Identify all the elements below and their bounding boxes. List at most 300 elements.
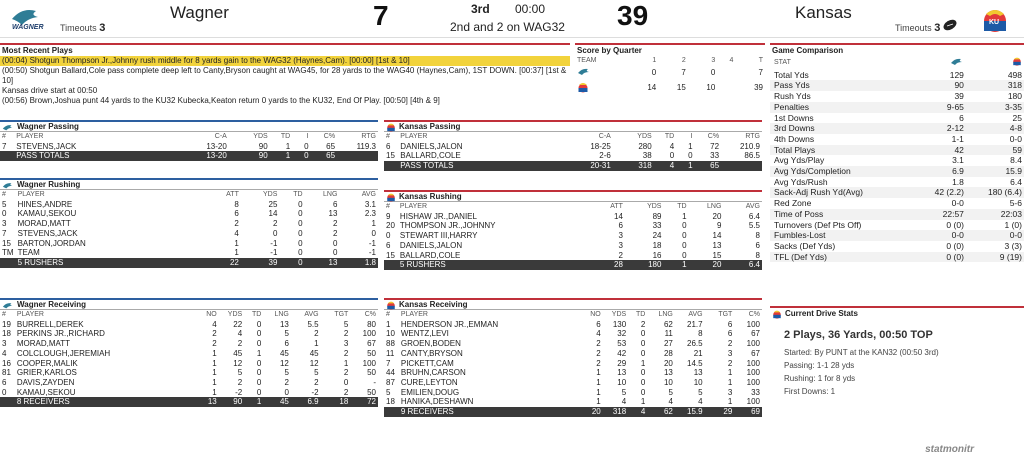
stat-value: 9 (19)	[966, 252, 1024, 263]
wagner-logo-icon	[2, 181, 14, 189]
cell: 20	[579, 407, 602, 417]
column-header: TGT	[334, 311, 349, 318]
drive-summary: 2 Plays, 36 Yards, 00:50 TOP	[784, 329, 933, 341]
cell: 5.5	[748, 221, 760, 231]
table-row	[384, 221, 762, 231]
cell: 0	[298, 238, 303, 248]
score-by-quarter-title: Score by Quarter	[577, 46, 642, 55]
column-header: TD	[677, 203, 687, 210]
cell: 33	[751, 387, 760, 397]
stat-value: 0-0	[966, 230, 1024, 241]
cell: 100	[746, 397, 760, 407]
cell: 13	[663, 368, 673, 378]
team-logo-cell	[575, 66, 629, 81]
column-header: AVG	[304, 311, 319, 318]
cell: 65	[326, 141, 336, 151]
cell: 8	[698, 329, 703, 339]
cell: 0	[332, 238, 338, 248]
cell: 0	[284, 387, 289, 397]
cell: 0	[256, 368, 262, 378]
cell: 6	[727, 329, 733, 339]
cell: 0	[256, 339, 262, 349]
cell: 1	[371, 219, 376, 229]
cell: 3.1	[364, 199, 376, 209]
cell: EMILIEN,DOUG	[400, 387, 460, 397]
cell: 1	[727, 368, 733, 378]
cell: 1	[596, 368, 601, 378]
q-score	[717, 81, 735, 96]
cell: 2	[272, 219, 278, 229]
cell: 1	[640, 358, 646, 368]
cell: 9	[386, 211, 391, 221]
totals-row	[0, 151, 378, 161]
cell: 0	[304, 141, 309, 151]
cell: 180	[625, 260, 664, 270]
table-row	[0, 320, 378, 330]
cell: 16	[652, 250, 662, 260]
table-row	[0, 200, 378, 210]
column-header: C%	[323, 133, 336, 140]
cell: 80	[367, 319, 376, 329]
stat-value: 22:57	[915, 209, 966, 220]
cell: 4	[621, 397, 627, 407]
cell	[0, 151, 14, 161]
stat-value: 22:03	[966, 209, 1024, 220]
cell: 14.5	[687, 358, 703, 368]
column-header: PLAYER	[400, 133, 428, 140]
cell: 1	[212, 377, 217, 387]
cell: 20	[712, 211, 722, 221]
cell: 9	[716, 221, 722, 231]
cell: 12	[279, 358, 289, 368]
cell: 1	[256, 348, 262, 358]
cell: GRIER,KARLOS	[16, 368, 77, 378]
cell: 1	[212, 387, 217, 397]
q-score: 10	[706, 83, 716, 93]
column-header: TD	[251, 311, 262, 318]
cell: 2	[332, 228, 338, 238]
wag-rec-panel	[0, 298, 378, 440]
cell: 6.4	[748, 211, 760, 221]
cell: 0	[343, 377, 349, 387]
stat-value: 0 (0)	[915, 252, 966, 263]
column-header: #	[386, 133, 390, 140]
cell: GROEN,BODEN	[400, 339, 461, 349]
quarter: 3rd	[471, 2, 490, 16]
cell: 5 RUSHERS	[398, 260, 587, 270]
cell: DANIELS,JALON	[400, 141, 463, 151]
stat-label: Time of Poss	[770, 209, 915, 220]
stat-value: 0-0	[1009, 133, 1022, 144]
cell: BALLARD,COLE	[399, 250, 461, 260]
stat-value: 3-35	[966, 102, 1024, 113]
stat-value: 3 (3)	[1004, 240, 1022, 251]
cell: 7	[386, 358, 391, 368]
column-header: PLAYER	[17, 191, 45, 198]
stat-value: 1-1	[951, 133, 964, 144]
svg-text:KU: KU	[989, 19, 1000, 26]
home-score: 39	[617, 0, 649, 31]
comparison-row	[770, 177, 1024, 188]
comparison-row	[770, 220, 1024, 231]
cell: 12	[233, 358, 243, 368]
cell: 1	[596, 387, 601, 397]
column-header: PLAYER	[399, 203, 428, 210]
cell: 45	[263, 397, 291, 407]
column-header: PLAYER	[16, 311, 44, 318]
column-header: I	[306, 133, 309, 140]
cell: 13	[195, 397, 218, 407]
kansas-logo-icon	[772, 309, 782, 319]
cell: 1	[640, 397, 646, 407]
cell: 100	[746, 319, 760, 329]
stat-label: 1st Downs	[774, 112, 814, 123]
cell: 2	[618, 250, 623, 260]
cell: 26.5	[687, 339, 703, 349]
cell: 4	[237, 329, 243, 339]
cell: 0	[640, 348, 646, 358]
cell: 0	[256, 319, 262, 329]
q-total: 39	[754, 83, 763, 93]
cell: 1	[234, 248, 239, 258]
table-row	[384, 241, 762, 251]
cell: 5	[668, 387, 673, 397]
cell: 18	[2, 329, 11, 339]
cell: 1	[727, 397, 733, 407]
column-header: AVG	[361, 191, 376, 198]
cell: 18	[652, 240, 662, 250]
cell: PICKETT,CAM	[400, 358, 454, 368]
wag-pass-title: Wagner Passing	[0, 120, 378, 132]
quarter-table	[575, 56, 765, 96]
table-row	[0, 239, 378, 249]
drive-first-downs: First Downs: 1	[784, 387, 836, 396]
table-row	[384, 251, 762, 261]
cell: 8	[755, 231, 760, 241]
wagner-logo-icon	[2, 123, 14, 131]
stat-value: 42	[915, 145, 966, 156]
q-score: 14	[647, 83, 657, 93]
cell: 39	[241, 258, 280, 268]
cell: 0	[386, 231, 391, 241]
comparison-row	[770, 134, 1024, 145]
current-drive-panel	[770, 306, 1024, 406]
cell: 0	[298, 219, 303, 229]
cell: 2.3	[364, 209, 376, 219]
cell: -	[373, 377, 376, 387]
cell: 67	[751, 329, 760, 339]
stat-value: 9-65	[915, 102, 966, 113]
stat-value: 90	[915, 80, 966, 91]
totals-row	[0, 397, 378, 407]
cell: 2	[727, 339, 733, 349]
footer-brand: statmonitr	[925, 444, 974, 455]
cell: 0	[332, 248, 338, 258]
column-header: YDS	[637, 133, 652, 140]
cell: 1	[596, 397, 601, 407]
column-header: C%	[707, 133, 720, 140]
totals-row	[0, 258, 378, 268]
table-row	[0, 378, 378, 388]
recent-plays-panel	[0, 43, 570, 118]
cell: 2	[727, 358, 733, 368]
cell: 0	[256, 377, 262, 387]
cell: 1	[212, 348, 217, 358]
column-header: AVG	[745, 203, 760, 210]
cell: 6	[386, 141, 391, 151]
cell: 0	[292, 151, 310, 161]
cell: 1	[212, 368, 217, 378]
cell: 2	[237, 377, 243, 387]
wag-rush-panel	[0, 178, 378, 294]
quarter-header: 1	[652, 57, 657, 64]
cell: 6	[755, 240, 760, 250]
column-header: #	[386, 311, 390, 318]
cell: -1	[270, 238, 278, 248]
cell: HANIKA,DESHAWN	[400, 397, 474, 407]
column-header: #	[386, 203, 390, 210]
cell: 19	[2, 319, 11, 329]
comparison-row	[770, 70, 1024, 81]
stat-label: Avg Yds/Rush	[774, 176, 828, 187]
column-header: TD	[664, 133, 675, 140]
column-header: ATT	[610, 203, 623, 210]
cell: 13-20	[168, 151, 229, 161]
ku-rush-panel	[384, 190, 762, 294]
cell: 42	[617, 348, 627, 358]
cell: 90	[229, 151, 270, 161]
cell: 1	[212, 358, 217, 368]
column-header: NO	[590, 311, 601, 318]
cell: 1	[386, 319, 391, 329]
cell: 0	[256, 387, 262, 397]
stat-value: 0 (0)	[946, 219, 964, 230]
score-by-quarter-panel	[575, 43, 765, 105]
cell: 1	[314, 339, 319, 349]
wag-rush-title: Wagner Rushing	[0, 178, 378, 190]
cell: 0	[682, 250, 687, 260]
column-header: TD	[280, 133, 291, 140]
table-row	[384, 212, 762, 222]
comparison-row	[770, 166, 1024, 177]
cell: 14	[268, 209, 278, 219]
cell: 90	[219, 397, 244, 407]
stats-table	[384, 202, 762, 270]
cell: 9 RECEIVERS	[399, 407, 580, 417]
cell: 6	[2, 377, 7, 387]
cell: 72	[710, 141, 720, 151]
cell: 2	[343, 387, 349, 397]
stat-value: 6.9	[915, 166, 966, 177]
game-comparison-panel	[770, 43, 1024, 303]
cell: 11	[664, 329, 673, 339]
cell: 210.9	[739, 141, 760, 151]
cell: 50	[367, 387, 376, 397]
cell: 318	[613, 161, 654, 171]
cell: 1	[727, 377, 733, 387]
current-drive-title-row	[770, 308, 1024, 319]
cell: 7	[2, 228, 7, 238]
cell: 2	[234, 219, 239, 229]
cell: 0	[682, 231, 687, 241]
cell: 27	[663, 339, 673, 349]
recent-plays-list	[0, 56, 570, 106]
cell: -2	[235, 387, 243, 397]
cell: HENDERSON JR.,EMMAN	[400, 319, 499, 329]
cell: 18	[321, 397, 351, 407]
kansas-logo-icon	[386, 192, 396, 202]
table-row	[384, 231, 762, 241]
totals-row	[384, 260, 762, 270]
cell: 1	[343, 358, 349, 368]
stat-value: 59	[966, 145, 1024, 156]
cell: 1	[285, 141, 291, 151]
cell: 21.7	[687, 319, 703, 329]
table-row	[0, 209, 378, 219]
cell: 10	[693, 377, 703, 387]
cell: 119.3	[356, 141, 376, 151]
cell: 1	[270, 151, 292, 161]
totals-row	[384, 407, 762, 417]
cell: DAVIS,ZAYDEN	[16, 377, 75, 387]
column-header: ATT	[226, 191, 239, 198]
cell: 4	[654, 161, 676, 171]
stat-value: 0-0	[951, 198, 964, 209]
cell: 100	[746, 358, 760, 368]
cell: 10	[663, 377, 673, 387]
cell: 5 RUSHERS	[16, 258, 203, 268]
table-row	[384, 359, 762, 369]
cell: 10	[617, 377, 627, 387]
stat-header: STAT	[774, 59, 791, 66]
stat-value: 5-6	[1009, 198, 1022, 209]
cell: 0	[640, 339, 646, 349]
table-row	[0, 329, 378, 339]
cell: 0	[640, 329, 646, 339]
cell: 89	[652, 211, 662, 221]
header-row	[384, 202, 762, 212]
cell: 28	[663, 348, 673, 358]
comparison-row	[770, 252, 1024, 263]
table-row	[384, 378, 762, 388]
stat-value: 2-12	[915, 123, 966, 134]
home-timeouts: Timeouts 3	[895, 22, 941, 34]
cell: 67	[367, 339, 376, 349]
kansas-logo-icon	[980, 4, 1010, 34]
cell: 87	[386, 377, 395, 387]
cell: 2	[332, 219, 338, 229]
table-row	[0, 229, 378, 239]
cell: 1.8	[339, 258, 378, 268]
cell: 20	[386, 221, 395, 231]
cell: 100	[362, 358, 376, 368]
home-team-name: Kansas	[795, 3, 852, 22]
column-header: YDS	[253, 133, 268, 140]
cell: 0	[669, 151, 675, 161]
cell: 4	[669, 141, 675, 151]
comparison-row	[770, 123, 1024, 134]
column-header: C%	[748, 311, 760, 318]
comparison-row	[770, 91, 1024, 102]
cell: 50	[367, 368, 376, 378]
column-header: #	[2, 133, 6, 140]
column-header: PLAYER	[16, 133, 44, 140]
cell: 22	[202, 258, 240, 268]
cell: 13	[305, 258, 340, 268]
stat-value: 8.4	[1010, 155, 1022, 166]
stat-value: 6.4	[1010, 176, 1022, 187]
cell	[0, 397, 15, 407]
cell: 318	[603, 407, 628, 417]
cell: 11	[386, 348, 395, 358]
kansas-logo-icon	[1012, 56, 1022, 66]
stat-label: Red Zone	[774, 198, 812, 209]
cell: 18-25	[590, 141, 611, 151]
comparison-row	[770, 80, 1024, 91]
cell: 69	[734, 407, 762, 417]
cell: 3	[618, 231, 623, 241]
cell: 5	[386, 387, 391, 397]
cell: 6	[618, 221, 623, 231]
table-row	[384, 339, 762, 349]
cell: 22	[233, 319, 243, 329]
q-score: 0	[651, 68, 657, 78]
drive-started: Started: By PUNT at the KAN32 (00:50 3rd)	[784, 348, 939, 357]
cell: STEWART III,HARRY	[399, 231, 478, 241]
cell: 6	[234, 209, 239, 219]
stat-label: Avg Yds/Play	[774, 155, 825, 166]
cell: 81	[2, 368, 11, 378]
cell: 2	[343, 329, 349, 339]
cell: 65	[311, 151, 338, 161]
ku-rush-title: Kansas Rushing	[384, 190, 762, 202]
comparison-row	[770, 102, 1024, 113]
cell: DANIELS,JALON	[399, 240, 463, 250]
comparison-table	[770, 56, 1024, 262]
cell: 88	[386, 339, 395, 349]
stat-value: 1 (0)	[1004, 219, 1022, 230]
play-item: (00:56) Brown,Joshua punt 44 yards to the KU32 Kubecka,Keaton return 0 yards to the KU32, End Of Play. [00:50] [4th & 9]	[2, 96, 440, 105]
cell: 5.5	[307, 319, 319, 329]
cell: -1	[368, 238, 376, 248]
cell: 5	[621, 387, 627, 397]
cell: 29	[705, 407, 735, 417]
cell: 3	[618, 240, 623, 250]
cell	[337, 151, 378, 161]
cell: 3	[343, 339, 349, 349]
totals-row	[384, 161, 762, 171]
quarter-header: T	[758, 57, 763, 64]
cell	[721, 161, 762, 171]
wagner-logo-icon	[577, 67, 591, 76]
stat-value: 180	[1007, 91, 1022, 102]
cell: 13	[617, 368, 627, 378]
cell: 5	[698, 387, 703, 397]
cell: 6	[332, 199, 338, 209]
cell: 5	[284, 368, 289, 378]
stat-label: 3rd Downs	[770, 123, 915, 134]
table-row	[384, 349, 762, 359]
ku-rec-title: Kansas Receiving	[384, 298, 762, 310]
comparison-row	[770, 230, 1024, 241]
cell: 1	[234, 238, 239, 248]
quarter-header: 4	[729, 57, 734, 64]
cell: 4	[234, 228, 239, 238]
cell: 2-6	[599, 151, 611, 161]
cell: 13	[328, 209, 338, 219]
cell: 4	[628, 407, 647, 417]
cell: 0	[640, 387, 646, 397]
